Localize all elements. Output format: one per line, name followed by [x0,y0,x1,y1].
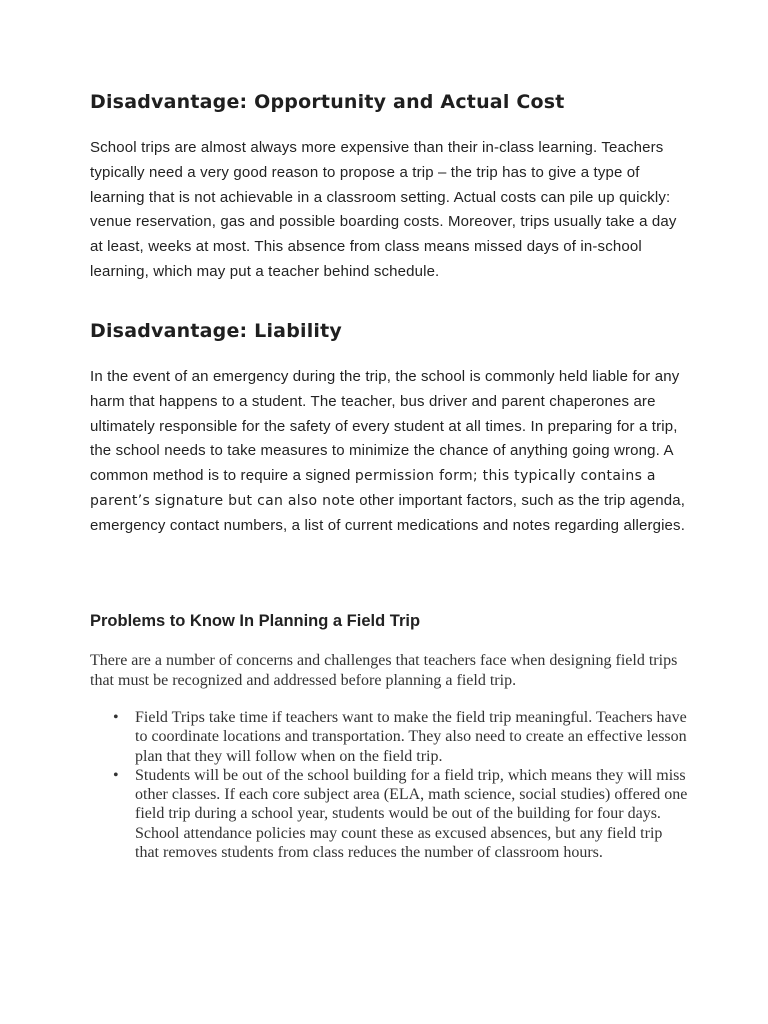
heading-opportunity-cost: Disadvantage: Opportunity and Actual Cost [90,91,565,113]
heading-liability: Disadvantage: Liability [90,320,342,342]
liability-text-part1: In the event of an emergency during the trip, the school is commonly held liable for any harm that happens to a student. The teacher, bus driver and parent chaperones are ultimately responsible for the safety of every student at all times. In preparing for a trip, the school needs to take measures to minimize the chance of anything going wrong. A common method is to require a signed [90,368,680,485]
paragraph-problems-intro: There are a number of concerns and challenges that teachers face when designing field trips that must be recognized and addressed before planning a field trip. [90,652,678,689]
liability-text-part3: other important factors, such as the trip agenda, emergency contact numbers, a list of current medications and notes regarding allergies. [90,491,686,534]
paragraph-opportunity-cost: School trips are almost always more expensive than their in-class learning. Teachers typically need a very good reason to propose a trip – the trip has to give a type of learning that is not achievable in a classroom setting. Actual costs can pile up quickly: venue reservation, gas and possible boarding costs. Moreover, trips usually take a day at least, weeks at most. This absence from class means missed days of in-school learning, which may put a teacher behind schedule. [90,139,677,280]
bullet-icon: • [113,709,119,726]
problems-bullet-list [90,708,690,862]
heading-problems-planning: Problems to Know In Planning a Field Trip [90,612,421,630]
bullet-icon: • [113,766,119,784]
list-item-text: Field Trips take time if teachers want to make the field trip meaningful. Teachers have to coordinate locations and transportation. They also need to create an effective lesson plan that they will follow when on the field trip. [135,709,687,765]
list-item [90,766,690,862]
paragraph-liability [90,365,690,539]
liability-text-part2: permission form; this typically contains a parent’s signature but can also note [90,468,656,509]
list-item [90,708,690,766]
list-item-text: Students will be out of the school building for a field trip, which means they will miss other classes. If each core subject area (ELA, math science, social studies) offered one field trip during a school year, students would be out of the building for four days. School attendance policies may count these as excused absences, but any field trip that removes students from class reduces the number of classroom hours. [135,766,688,862]
